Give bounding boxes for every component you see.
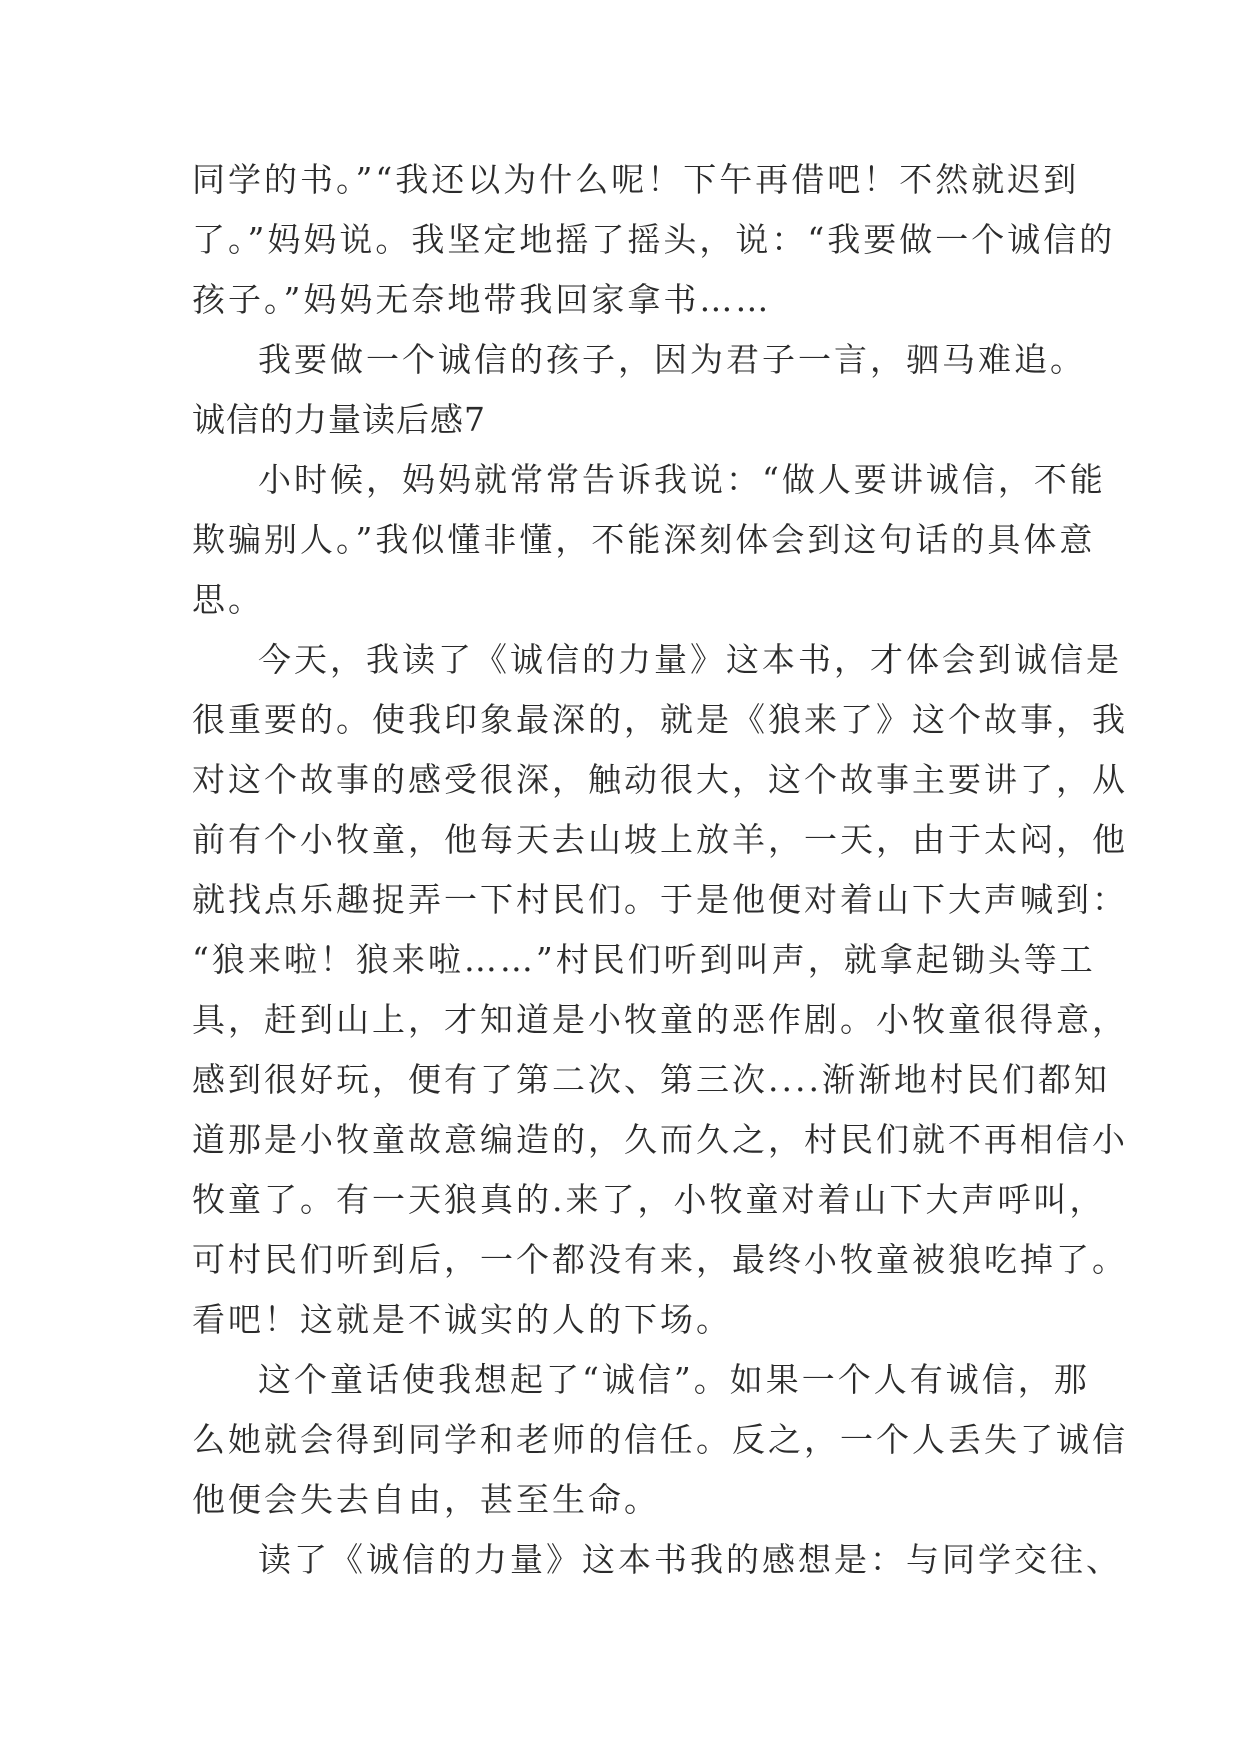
body-line: 就找点乐趣捉弄一下村民们。于是他便对着山下大声喊到： — [192, 880, 1128, 919]
body-line: 具，赶到山上，才知道是小牧童的恶作剧。小牧童很得意， — [192, 1000, 1128, 1039]
body-line: 小时候，妈妈就常常告诉我说：“做人要讲诚信，不能 — [258, 460, 1106, 499]
body-line: 这个童话使我想起了“诚信”。如果一个人有诚信，那 — [258, 1360, 1090, 1399]
body-line: 欺骗别人。”我似懂非懂，不能深刻体会到这句话的具体意 — [192, 520, 1096, 559]
body-line: 他便会失去自由，甚至生命。 — [192, 1480, 660, 1519]
body-line: 牧童了。有一天狼真的.来了，小牧童对着山下大声呼叫， — [192, 1180, 1106, 1219]
body-line: 前有个小牧童，他每天去山坡上放羊，一天，由于太闷，他 — [192, 820, 1128, 859]
body-line: 道那是小牧童故意编造的，久而久之，村民们就不再相信小 — [192, 1120, 1128, 1159]
body-line: 很重要的。使我印象最深的，就是《狼来了》这个故事，我 — [192, 700, 1128, 739]
document-body — [192, 150, 1128, 1590]
body-line: 我要做一个诚信的孩子，因为君子一言，驷马难追。 — [258, 340, 1086, 379]
body-line: 感到很好玩，便有了第二次、第三次....渐渐地村民们都知 — [192, 1060, 1110, 1099]
body-line: 今天，我读了《诚信的力量》这本书，才体会到诚信是 — [258, 640, 1122, 679]
body-line: 了。”妈妈说。我坚定地摇了摇头，说：“我要做一个诚信的 — [192, 220, 1116, 259]
body-line: 对这个故事的感受很深，触动很大，这个故事主要讲了，从 — [192, 760, 1128, 799]
body-line: 可村民们听到后，一个都没有来，最终小牧童被狼吃掉了。 — [192, 1240, 1128, 1279]
body-line: 孩子。”妈妈无奈地带我回家拿书…… — [192, 280, 772, 319]
body-line: “狼来啦！狼来啦……”村民们听到叫声，就拿起锄头等工 — [192, 940, 1096, 979]
body-line: 么她就会得到同学和老师的信任。反之，一个人丢失了诚信 — [192, 1420, 1128, 1459]
body-line: 同学的书。”“我还以为什么呢！下午再借吧！不然就迟到 — [192, 160, 1080, 199]
body-line: 读了《诚信的力量》这本书我的感想是：与同学交往、 — [258, 1540, 1122, 1579]
section-heading: 诚信的力量读后感7 — [192, 400, 486, 439]
body-line: 看吧！这就是不诚实的人的下场。 — [192, 1300, 732, 1339]
body-line: 思。 — [192, 580, 264, 619]
